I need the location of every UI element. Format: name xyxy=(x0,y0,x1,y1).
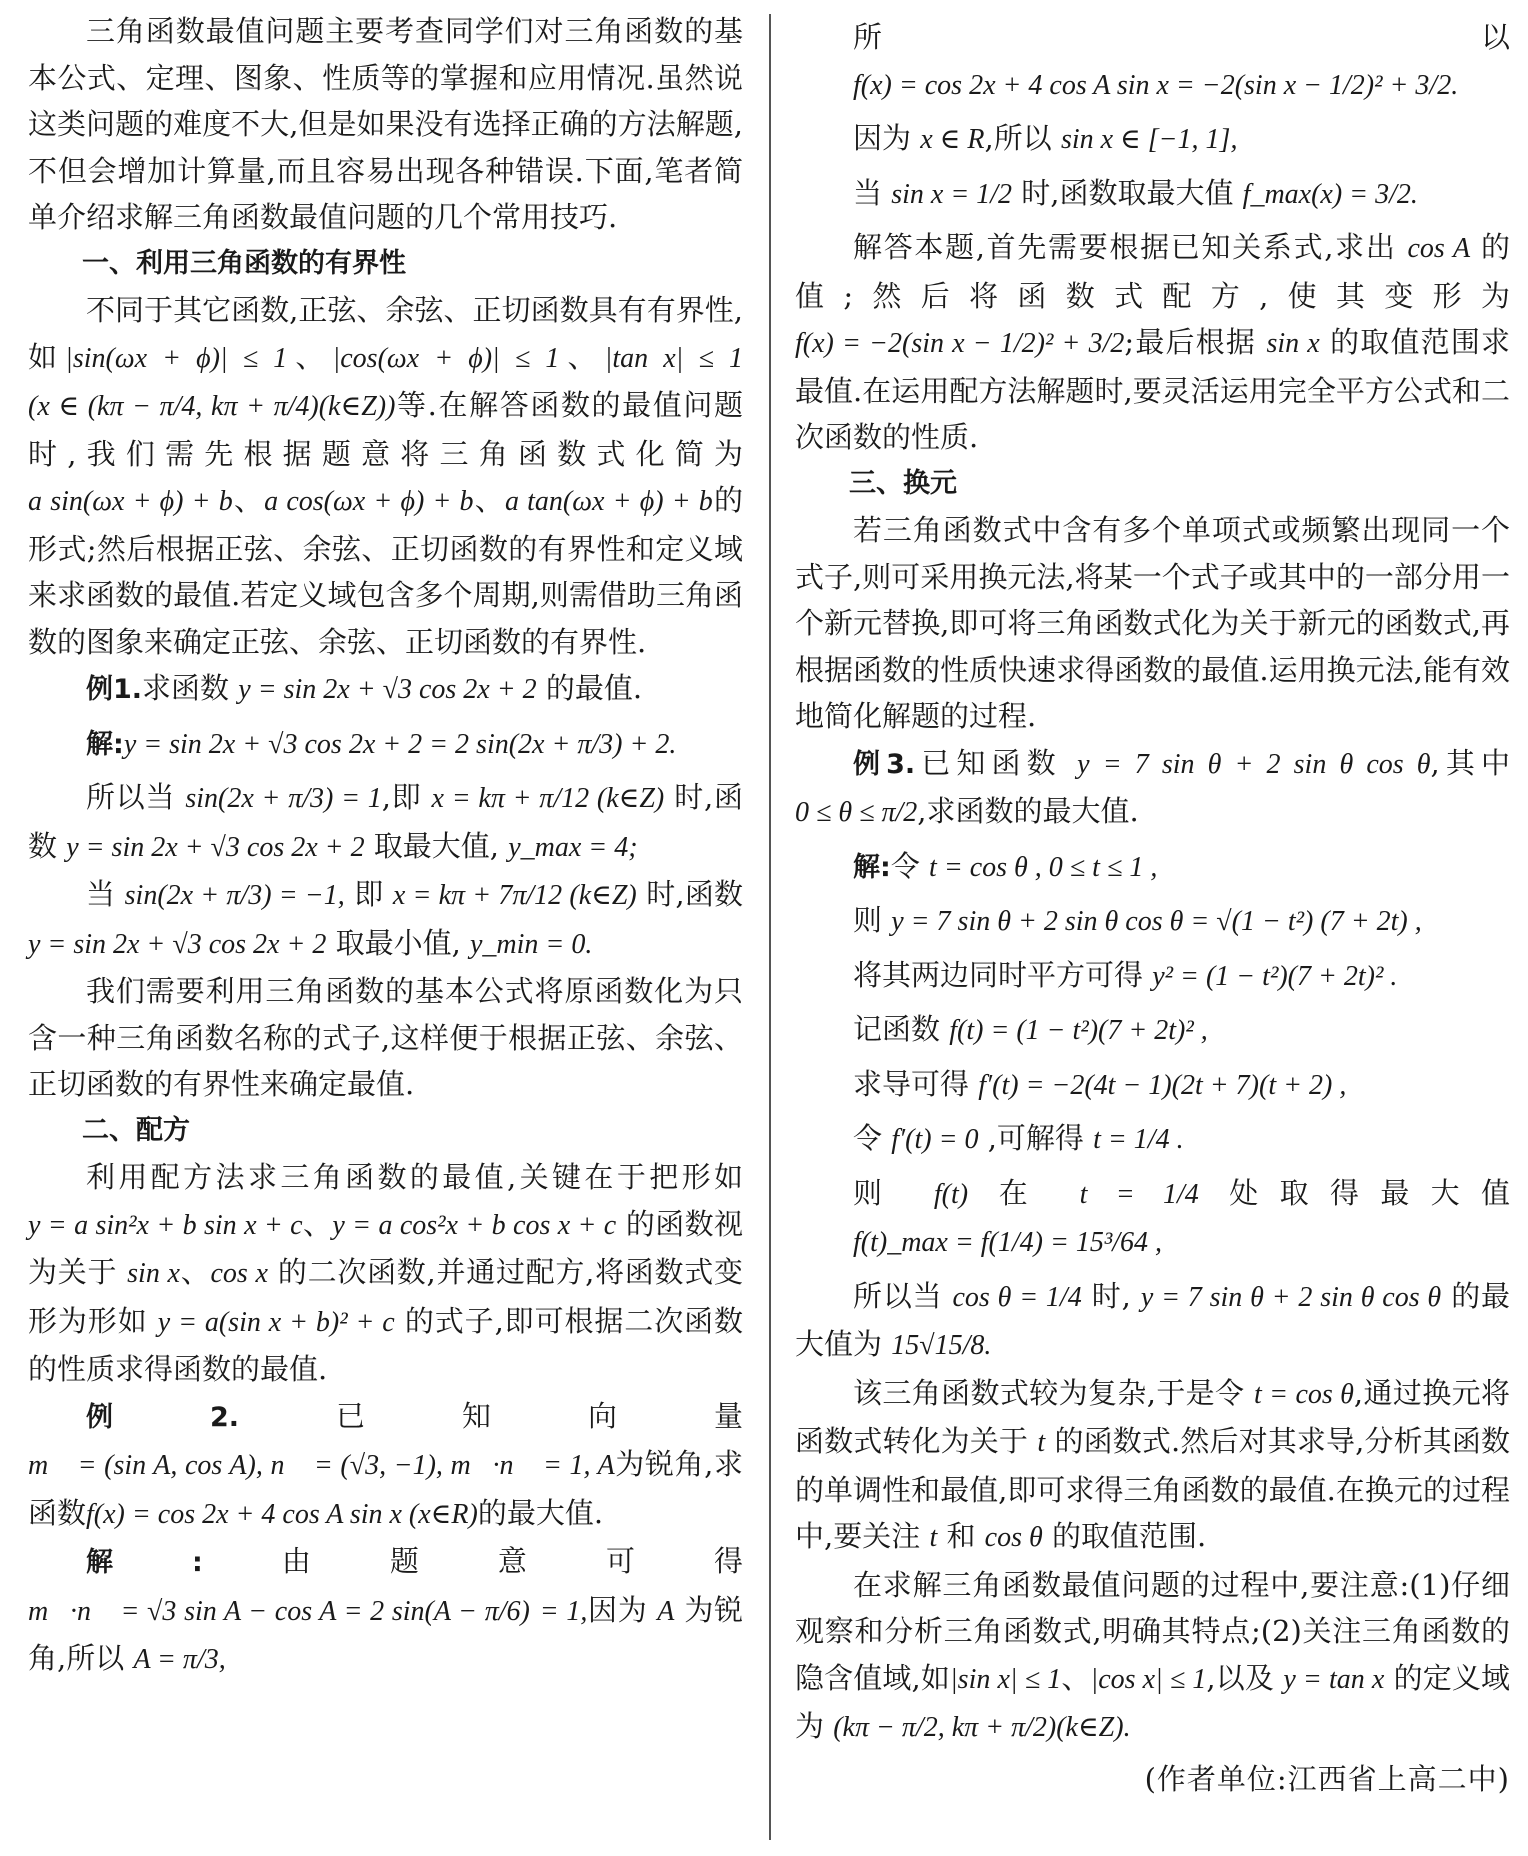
solution-3-line-4 xyxy=(795,1006,1510,1055)
example-3 xyxy=(795,740,1510,837)
text: 和 xyxy=(946,1519,976,1553)
math: |sin(ωx + ϕ)| ≤ 1 xyxy=(65,342,288,374)
text: 则 xyxy=(853,1175,904,1210)
math: cos θ xyxy=(984,1522,1043,1553)
author-affiliation: (作者单位:江西省上高二中) xyxy=(1144,1761,1510,1796)
solution-2 xyxy=(28,1538,743,1684)
section3-summary xyxy=(795,1370,1510,1562)
math: A xyxy=(657,1595,675,1627)
math: y = 7 sin θ + 2 sin θ cos θ xyxy=(1077,748,1431,780)
text: 的最大值为 xyxy=(795,1278,1511,1361)
text: ,即 xyxy=(381,780,422,814)
math: y = sin 2x + √3 cos 2x + 2 xyxy=(238,674,537,705)
math: sin x = 1/2 xyxy=(891,178,1013,210)
text: 解答本题,首先需要根据已知关系式,求出 xyxy=(853,230,1397,264)
text: 不同于其它函数,正弦、余弦、正切函数具有有界性,如 xyxy=(28,293,744,374)
solution-3-line-1 xyxy=(795,843,1510,892)
math: f′(t) = 0 xyxy=(891,1124,979,1155)
math: f(x) = cos 2x + 4 cos A sin x (x∈R) xyxy=(86,1498,478,1530)
text: 所以 xyxy=(853,20,1510,54)
math: 15√15/8. xyxy=(891,1330,992,1361)
example-label: 例1. xyxy=(86,674,143,705)
text: 求函数 xyxy=(142,671,230,705)
text: 、 xyxy=(179,1255,211,1289)
solution-3-line-8 xyxy=(795,1273,1510,1370)
math: cos θ = 1/4 xyxy=(952,1281,1082,1313)
text: 在 xyxy=(998,1175,1050,1210)
section-heading-2: 二、配方 xyxy=(82,1114,190,1146)
math: f_max(x) = 3/2. xyxy=(1242,178,1418,210)
math: y = a(sin x + b)² + c xyxy=(157,1306,395,1338)
section3-paragraph: 若三角函数式中含有多个单项式或频繁出现同一个式子,则可采用换元法,将某一个式子或其中的一部分用一个新元替换,即可将三角函数式化为关于新元的函数式,再根据函数的性质快速求得函数的最值.运用换元法,能有效地简化解题的过程. xyxy=(795,513,1510,733)
math: cos x xyxy=(210,1258,268,1289)
conclusion-paragraph xyxy=(795,1562,1510,1752)
math: f(x) = −2(sin x − 1/2)² + 3/2 xyxy=(795,328,1125,359)
math: |cos x| ≤ 1 xyxy=(1090,1663,1207,1695)
text: 所以当 xyxy=(853,1278,943,1313)
math: x = kπ + π/12 (k∈Z) xyxy=(431,783,665,814)
math: a tan(ωx + ϕ) + b xyxy=(504,486,713,517)
example-2 xyxy=(28,1393,743,1539)
math: a sin(ωx + ϕ) + b xyxy=(28,486,233,517)
text: 令 xyxy=(853,1121,883,1155)
math: m⃗ = (sin A, cos A), n⃗ = (√3, −1), m⃗·n⃗ = 1, A xyxy=(28,1450,615,1481)
section1-summary: 我们需要利用三角函数的基本公式将原函数化为只含一种三角函数名称的式子,这样便于根据正弦、余弦、正切函数的有界性来确定最值. xyxy=(28,974,743,1101)
math: t = 1/4 . xyxy=(1093,1124,1184,1155)
solution-2-line-5 xyxy=(795,115,1510,164)
solution-2-line-6 xyxy=(795,170,1510,219)
solution-label: 解: xyxy=(853,851,891,883)
text: 该三角函数式较为复杂,于是令 xyxy=(853,1375,1245,1410)
text: 将其两边同时平方可得 xyxy=(853,957,1144,992)
text: 即 xyxy=(354,877,384,911)
solution-1-line-3 xyxy=(28,871,743,968)
text: 因为 xyxy=(853,121,912,155)
math: y = tan x xyxy=(1283,1663,1385,1695)
text: 求导可得 xyxy=(853,1066,970,1101)
math: f(t) = (1 − t²)(7 + 2t)² , xyxy=(949,1015,1208,1046)
section-heading-3: 三、换元 xyxy=(849,467,957,499)
text: 已知向量 xyxy=(239,1398,743,1433)
column-divider xyxy=(769,14,771,1840)
section2-summary xyxy=(795,224,1510,461)
math: sin x xyxy=(1266,328,1320,359)
left-column xyxy=(28,8,743,1684)
math: |cos(ωx + ϕ)| ≤ 1 xyxy=(332,342,560,374)
math: y = 7 sin θ + 2 sin θ cos θ xyxy=(1140,1281,1442,1313)
math: = 1, xyxy=(539,1595,588,1627)
math: f(t) xyxy=(933,1178,969,1210)
text: 则 xyxy=(853,903,883,937)
right-column xyxy=(795,8,1510,1802)
solution-3-line-5 xyxy=(795,1061,1510,1110)
text: 当 xyxy=(86,877,116,911)
math: y² = (1 − t²)(7 + 2t)² . xyxy=(1152,960,1398,992)
section2-paragraph xyxy=(28,1154,743,1393)
solution-3-line-3 xyxy=(795,952,1510,1001)
math: cos A xyxy=(1407,233,1471,264)
text: 取最大值, xyxy=(373,828,500,863)
math: f(t)_max = f(1/4) = 15³/64 , xyxy=(853,1227,1163,1258)
text: ,以及 xyxy=(1206,1660,1275,1695)
solution-label: 解: xyxy=(86,1547,203,1578)
text: 的式子,即可根据二次函数的性质求得函数的最值. xyxy=(28,1303,743,1386)
text: ,可解得 xyxy=(987,1121,1084,1155)
text: 所以当 xyxy=(86,780,176,814)
math: |tan x| ≤ 1 xyxy=(604,342,743,374)
text: 在求解三角函数最值问题的过程中,要注意:(1)仔细观察和分析三角函数式,明确其特点;(2)关注三角函数的隐含值域,如 xyxy=(795,1567,1510,1695)
math: sin(2x + π/3) = 1 xyxy=(185,783,382,814)
math: m⃗·n⃗ = √3 sin A − cos A = 2 sin(A − π/6) xyxy=(28,1595,530,1627)
text: 的函数式.然后对其求导,分析其函数的单调性和最值,即可求得三角函数的最值.在换元的过程中,要关注 xyxy=(795,1424,1511,1553)
text: 处取得最大值 xyxy=(1229,1175,1510,1210)
example-1 xyxy=(28,665,743,714)
math: sin x ∈ [−1, 1], xyxy=(1060,124,1238,155)
math: y = a cos²x + b cos x + c xyxy=(332,1209,617,1241)
section1-paragraph: 不同于其它函数,正弦、余弦、正切函数具有有界性,如|sin(ωx + ϕ)| ≤ 1、|cos(ωx + ϕ)| ≤ 1、|tan x| ≤ 1 (x ∈ (kπ − π/4, kπ + π/4)(k∈Z))等.在解答函数的最值问题时,我们需先根据题意将三角函数式化简为a sin(ωx + ϕ) + b、a cos(ωx + ϕ) + b、a tan(ωx + ϕ) + b的形式;然后根据正弦、余弦、正切函数的有界性和定义域来求函数的最值.若定义域包含多个周期,则需借助三角函数的图象来确定正弦、余弦、正切函数的有界性. xyxy=(28,293,744,659)
math: t = 1/4 xyxy=(1079,1178,1199,1210)
math: A = π/3, xyxy=(133,1644,226,1675)
math: t = cos θ , 0 ≤ t ≤ 1 , xyxy=(929,851,1158,883)
text: 由题意可得 xyxy=(202,1544,743,1578)
math: y = sin 2x + √3 cos 2x + 2 xyxy=(66,831,365,863)
text: 的形式;然后根据正弦、余弦、正切函数的有界性和定义域来求函数的最值.若定义域包含多个周期,则需借助三角函数的图象来确定正弦、余弦、正切函数的有界性. xyxy=(28,483,743,659)
math: x ∈ R xyxy=(920,124,985,155)
text: 的二次函数,并通过配方,将函数式变形为形如 xyxy=(28,1255,743,1338)
math: a cos(ωx + ϕ) + b xyxy=(264,486,474,517)
math: (kπ − π/2, kπ + π/2)(k∈Z). xyxy=(833,1712,1131,1743)
math: t = cos θ xyxy=(1254,1378,1354,1410)
solution-1-line-2 xyxy=(28,774,743,871)
solution-1-line-1 xyxy=(28,720,743,769)
text: 为锐角,求函数 xyxy=(28,1447,744,1530)
text: ,通过换元将函数式转化为关于 xyxy=(795,1375,1510,1458)
math: y_max = 4; xyxy=(508,831,638,863)
math: t xyxy=(929,1522,938,1553)
solution-3-line-2 xyxy=(795,897,1510,946)
text: 时,函数 xyxy=(28,780,744,863)
text: 记函数 xyxy=(853,1012,941,1046)
text: 的取值范围. xyxy=(1051,1519,1207,1553)
math: sin x xyxy=(127,1258,180,1289)
text: 等.在解答函数的最值问题时,我们需先根据题意将三角函数式化简为 xyxy=(28,388,744,471)
text: 的取值范围求最值.在运用配方法解题时,要灵活运用完全平方公式和二次函数的性质. xyxy=(795,325,1511,454)
math: y = 7 sin θ + 2 sin θ cos θ = √(1 − t²) (7 + 2t) , xyxy=(891,906,1422,937)
text: ;最后根据 xyxy=(1124,325,1257,359)
math: x = kπ + 7π/12 (k∈Z) xyxy=(392,880,637,911)
text: ,求函数的最大值. xyxy=(917,794,1139,828)
example-label: 例2. xyxy=(86,1401,240,1433)
math: y = sin 2x + √3 cos 2x + 2 xyxy=(28,928,327,960)
solution-3-line-6 xyxy=(795,1115,1510,1164)
solution-3-line-7 xyxy=(795,1170,1510,1267)
text: 令 xyxy=(890,848,920,883)
text: 的函数视为关于 xyxy=(28,1206,744,1289)
text: 取最小值, xyxy=(335,925,461,960)
math: y_min = 0. xyxy=(470,928,593,960)
text: 时,函数取最大值 xyxy=(1021,175,1234,210)
text: 为锐角,所以 xyxy=(28,1592,743,1675)
text: 利用配方法求三角函数的最值,关键在于把形如 xyxy=(86,1160,743,1194)
text: 因为 xyxy=(587,1592,648,1627)
text: 的最值. xyxy=(545,671,643,705)
text: 的值;然后将函数式配方,使其变形为 xyxy=(795,230,1511,313)
math: y = a sin²x + b sin x + c xyxy=(28,1209,303,1241)
math: 0 ≤ θ ≤ π/2 xyxy=(795,797,918,828)
math: y = sin 2x + √3 cos 2x + 2 = 2 sin(2x + π/3) + 2. xyxy=(123,728,677,760)
solution-label: 解: xyxy=(86,728,124,760)
text: 、 xyxy=(1061,1660,1091,1695)
section-heading-1: 一、利用三角函数的有界性 xyxy=(82,247,406,279)
text: 的最大值. xyxy=(477,1495,604,1530)
intro-paragraph: 三角函数最值问题主要考查同学们对三角函数的基本公式、定理、图象、性质等的掌握和应用情况.虽然说这类问题的难度不大,但是如果没有选择正确的方法解题,不但会增加计算量,而且容易出现各种错误.下面,笔者简单介绍求解三角函数最值问题的几个常用技巧. xyxy=(28,14,743,234)
text: 时,函数 xyxy=(646,877,744,911)
text: 时, xyxy=(1091,1278,1131,1313)
math: f′(t) = −2(4t − 1)(2t + 7)(t + 2) , xyxy=(978,1069,1347,1101)
text: ,所以 xyxy=(984,121,1052,155)
text: 当 xyxy=(853,175,883,210)
text: ,其中 xyxy=(1430,745,1510,780)
math: |sin x| ≤ 1 xyxy=(949,1663,1062,1695)
text: 已知函数 xyxy=(915,745,1062,780)
example-label: 例3. xyxy=(853,748,916,780)
math: t xyxy=(1037,1427,1046,1458)
solution-2-line-4 xyxy=(795,14,1510,109)
text: 、 xyxy=(559,339,605,374)
text: 、 xyxy=(302,1206,333,1241)
text: 、 xyxy=(287,339,333,374)
math: sin(2x + π/3) = −1, xyxy=(124,880,345,911)
math: f(x) = cos 2x + 4 cos A sin x = −2(sin x − 1/2)² + 3/2. xyxy=(853,69,1459,101)
text: 的定义域为 xyxy=(795,1660,1511,1743)
math: (x ∈ (kπ − π/4, kπ + π/4)(k∈Z)) xyxy=(28,391,396,422)
